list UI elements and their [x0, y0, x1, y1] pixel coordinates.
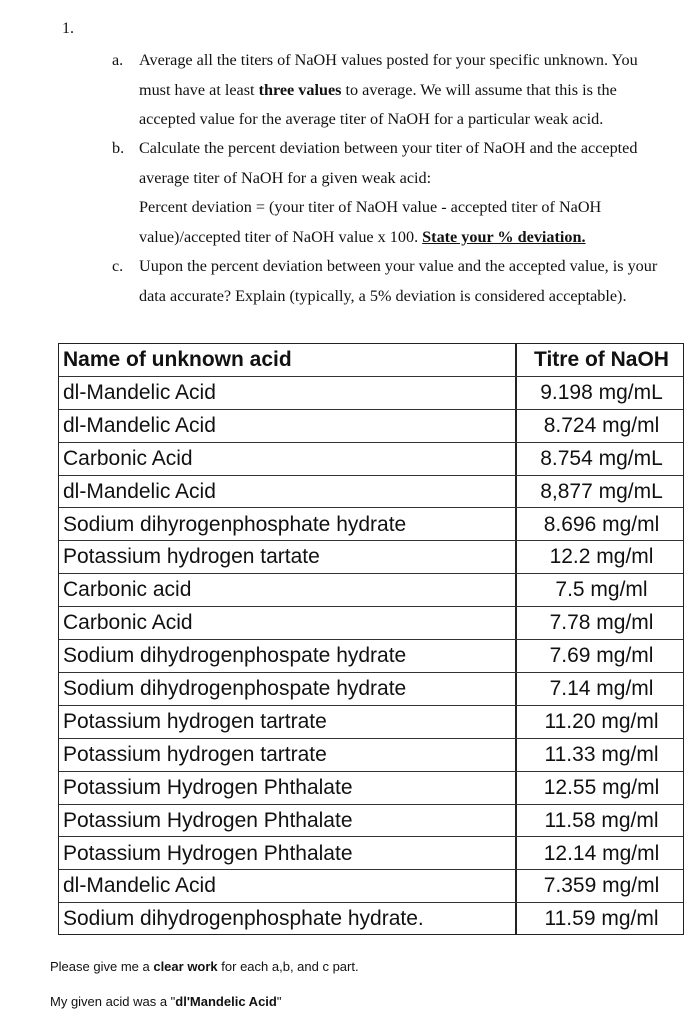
titre-table: [58, 343, 684, 935]
table-row: [59, 607, 683, 640]
acid-name-cell: Potassium hydrogen tartate: [63, 545, 320, 569]
item-a-letter: a.: [112, 51, 124, 69]
acid-name-cell: Sodium dihydrogenphosphate hydrate.: [63, 907, 424, 931]
titre-value-cell: 7.359 mg/ml: [543, 874, 660, 898]
acid-name-cell: Potassium hydrogen tartrate: [63, 709, 327, 733]
item-a-line3: accepted value for the average titer of NaOH for a particular weak acid.: [139, 110, 604, 128]
given-acid-note-quote: ": [276, 994, 282, 1009]
header-acid-name: Name of unknown acid: [63, 348, 292, 371]
header-titre: Titre of NaOH: [534, 348, 669, 371]
table-row: [59, 541, 683, 574]
request-note-rest: for each a,b, and c part.: [217, 959, 359, 974]
table-row: [59, 838, 683, 871]
titre-value-cell: 8.724 mg/ml: [543, 413, 660, 437]
titre-value-cell: 12.14 mg/ml: [543, 841, 660, 865]
item-a-line2-rest: to average. We will assume that this is the: [341, 80, 617, 99]
table-row: [59, 870, 683, 903]
acid-name-cell: Potassium Hydrogen Phthalate: [63, 775, 353, 799]
item-b: [112, 134, 692, 252]
acid-name-cell: dl-Mandelic Acid: [63, 380, 216, 404]
table-row: [59, 377, 683, 410]
item-b-line4-text: value)/accepted titer of NaOH value x 100.: [139, 227, 423, 246]
acid-name-cell: Carbonic Acid: [63, 611, 193, 635]
table-row: [59, 673, 683, 706]
item-b-line1: Calculate the percent deviation between your titer of NaOH and the accepted: [139, 139, 638, 157]
given-acid-name: dl'Mandelic Acid: [175, 994, 277, 1009]
item-b-emphasis: State your % deviation.: [422, 227, 586, 246]
table-header-row: [59, 344, 683, 377]
acid-name-cell: Carbonic Acid: [63, 446, 193, 470]
given-acid-note-text: My given acid was a ": [50, 994, 176, 1009]
item-b-line3: Percent deviation = (your titer of NaOH value - accepted titer of NaOH: [139, 198, 602, 216]
item-a-line2: [139, 76, 692, 106]
titre-value-cell: 12.55 mg/ml: [543, 775, 660, 799]
item-c-line1: Uupon the percent deviation between your value and the accepted value, is your: [139, 257, 658, 275]
titre-value-cell: 11.58 mg/ml: [544, 808, 659, 832]
item-c-line2: data accurate? Explain (typically, a 5% deviation is considered acceptable).: [139, 286, 627, 305]
question-number: 1.: [62, 20, 74, 37]
titre-value-cell: 7.5 mg/ml: [555, 578, 648, 602]
item-c: [112, 252, 692, 311]
acid-name-cell: Sodium dihydrogenphospate hydrate: [63, 677, 407, 700]
acid-name-cell: dl-Mandelic Acid: [63, 874, 216, 898]
titre-value-cell: 11.59 mg/ml: [544, 907, 659, 931]
acid-name-cell: Sodium dihyrogenphosphate hydrate: [63, 512, 407, 536]
titre-value-cell: 12.2 mg/ml: [549, 545, 654, 569]
table-row: [59, 476, 683, 509]
titre-value-cell: 7.78 mg/ml: [549, 611, 654, 635]
titre-value-cell: 9.198 mg/mL: [540, 380, 663, 404]
acid-name-cell: Potassium Hydrogen Phthalate: [63, 841, 353, 865]
item-a-line2-text: must have at least: [139, 80, 259, 99]
acid-name-cell: Carbonic acid: [63, 578, 192, 602]
table-row: [59, 574, 683, 607]
acid-name-cell: Potassium hydrogen tartrate: [63, 742, 327, 766]
titre-value-cell: 7.14 mg/ml: [549, 677, 654, 700]
item-c-letter: c.: [112, 257, 124, 275]
item-a-emphasis: three values: [258, 80, 342, 99]
table-row: [59, 410, 683, 443]
titre-value-cell: 8.754 mg/mL: [540, 446, 663, 470]
titre-value-cell: 8,877 mg/mL: [540, 479, 663, 503]
acid-name-cell: dl-Mandelic Acid: [63, 479, 216, 503]
item-b-line4: [139, 223, 692, 253]
item-a-line1: Average all the titers of NaOH values posted for your specific unknown. You: [139, 51, 638, 69]
table-row: [59, 509, 683, 542]
titre-value-cell: 8.696 mg/ml: [543, 512, 660, 536]
item-b-letter: b.: [112, 139, 125, 157]
titre-value-cell: 11.33 mg/ml: [544, 742, 659, 766]
acid-name-cell: Sodium dihydrogenphospate hydrate: [63, 644, 407, 668]
titre-value-cell: 7.69 mg/ml: [549, 644, 654, 668]
table-row: [59, 443, 683, 476]
table-row: [59, 706, 683, 739]
table-row: [59, 903, 683, 936]
table-row: [59, 739, 683, 772]
table-row: [59, 805, 683, 838]
acid-name-cell: Potassium Hydrogen Phthalate: [63, 808, 353, 832]
request-note: [50, 959, 359, 974]
request-note-emphasis: clear work: [153, 959, 218, 974]
given-acid-note: [50, 994, 281, 1009]
item-b-line2: average titer of NaOH for a given weak acid:: [139, 168, 432, 187]
table-row: [59, 640, 683, 673]
table-row: [59, 772, 683, 805]
acid-name-cell: dl-Mandelic Acid: [63, 413, 216, 437]
item-a: [112, 46, 692, 135]
titre-value-cell: 11.20 mg/ml: [544, 709, 659, 733]
request-note-text: Please give me a: [50, 959, 154, 974]
